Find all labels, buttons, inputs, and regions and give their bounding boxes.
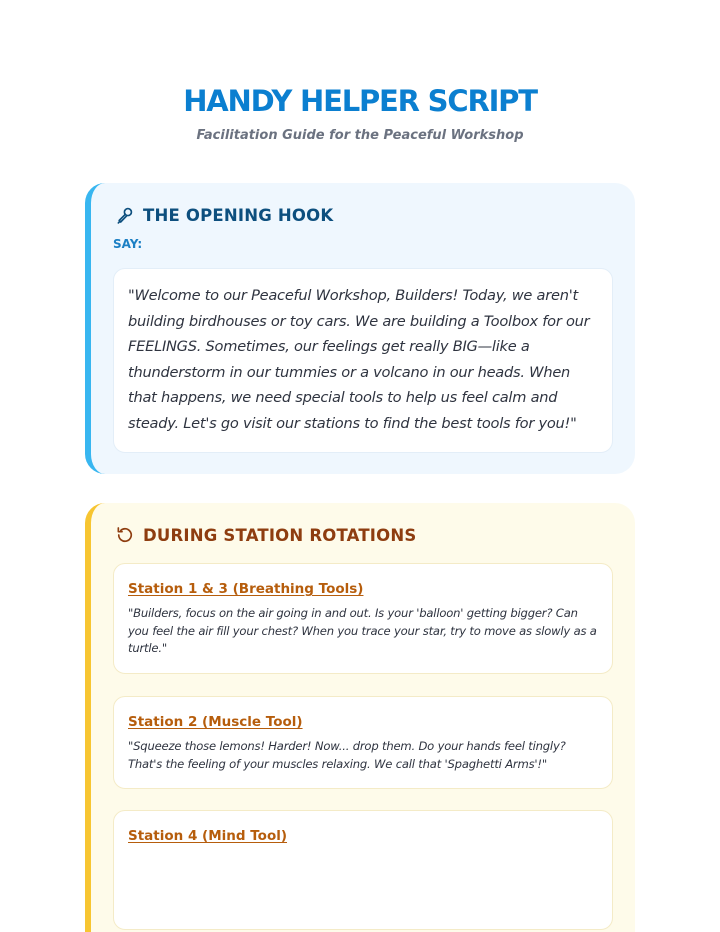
station-text-muscle: "Squeeze those lemons! Harder! Now... drop them. Do your hands feel tingly? That's the feeling of your muscles relaxing. We call that 'Spaghetti Arms'!" bbox=[128, 739, 566, 771]
station-rotations-title: DURING STATION ROTATIONS bbox=[143, 525, 417, 545]
station-box-muscle bbox=[113, 696, 613, 789]
station-box-breathing bbox=[113, 563, 613, 674]
say-label: SAY: bbox=[113, 237, 143, 251]
station-link-muscle[interactable]: Station 2 (Muscle Tool) bbox=[128, 714, 303, 730]
rotate-icon bbox=[115, 525, 135, 545]
station-box-mind bbox=[113, 810, 613, 930]
opening-hook-title: THE OPENING HOOK bbox=[143, 205, 334, 225]
opening-hook-header bbox=[115, 205, 333, 225]
microphone-icon bbox=[115, 205, 135, 225]
station-text-breathing: "Builders, focus on the air going in and out. Is your 'balloon' getting bigger? Can you feel the air fill your chest? When you trace your star, try to move as slowly as a turtle." bbox=[128, 606, 597, 655]
station-link-mind[interactable]: Station 4 (Mind Tool) bbox=[128, 828, 288, 844]
opening-quote-text: "Welcome to our Peaceful Workshop, Builders! Today, we aren't building birdhouses or toy cars. We are building a Toolbox for our FEELINGS. Sometimes, our feelings get really BIG—like a thunderstorm in our tummies or a volcano in our heads. When that happens, we need special tools to help us feel calm and steady. Let's go visit our stations to find the best tools for you!" bbox=[128, 287, 590, 432]
opening-quote-box bbox=[113, 268, 613, 453]
station-rotations-header bbox=[115, 525, 416, 545]
page-subtitle: Facilitation Guide for the Peaceful Workshop bbox=[196, 128, 524, 143]
station-link-breathing[interactable]: Station 1 & 3 (Breathing Tools) bbox=[128, 581, 364, 597]
page-title: HANDY HELPER SCRIPT bbox=[183, 84, 537, 118]
opening-hook-card bbox=[85, 183, 635, 474]
station-rotations-card bbox=[85, 503, 635, 932]
